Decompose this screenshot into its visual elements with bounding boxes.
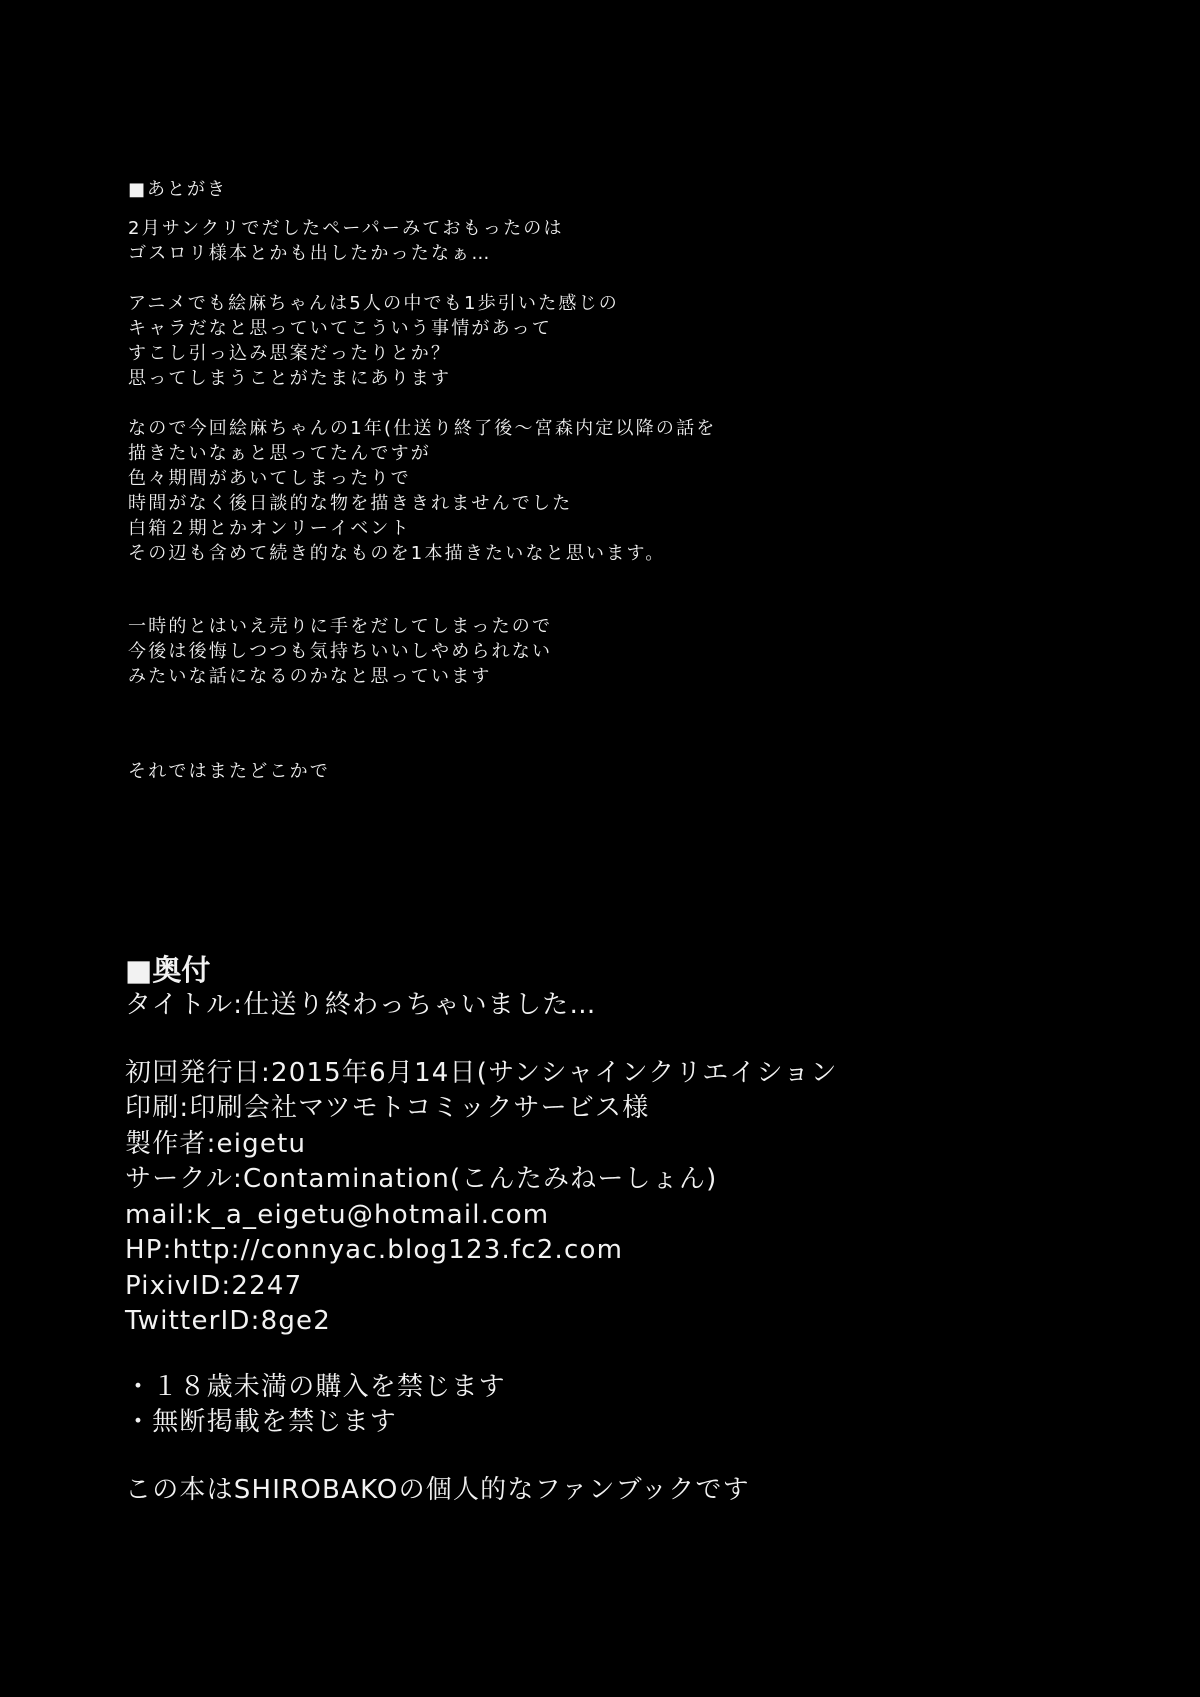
afterword-heading: ■あとがき — [128, 179, 228, 200]
colophon-info-line: サークル:Contamination(こんたみねーしょん) — [125, 1164, 718, 1194]
afterword-line: アニメでも絵麻ちゃんは5人の中でも1歩引いた感じの — [128, 293, 620, 314]
colophon-info-line: 初回発行日:2015年6月14日(サンシャインクリエイション — [125, 1057, 838, 1088]
colophon-info — [125, 1056, 1125, 1340]
colophon-notice: ・１８歳未満の購入を禁じます — [125, 1371, 506, 1402]
afterword-line: 思ってしまうことがたまにあります — [128, 368, 452, 389]
afterword-section — [128, 178, 1088, 784]
afterword-line: 今後は後悔しつつも気持ちいいしやめられない — [128, 641, 553, 662]
afterword-paragraph-2 — [128, 291, 1088, 391]
afterword-line: みたいな話になるのかなと思っています — [128, 666, 492, 687]
afterword-line: 色々期間があいてしまったりで — [128, 468, 411, 489]
afterword-line: キャラだなと思っていてこういう事情があって — [128, 318, 553, 339]
colophon-info-line: TwitterID:8ge2 — [125, 1306, 331, 1336]
afterword-line: 時間がなく後日談的な物を描ききれませんでした — [128, 493, 573, 514]
colophon-notice: ・無断掲載を禁じます — [125, 1407, 398, 1437]
colophon-heading: ■奥付 — [125, 953, 211, 987]
colophon-section — [125, 952, 1125, 1508]
colophon-info-line: HP:http://connyac.blog123.fc2.com — [125, 1235, 624, 1265]
afterword-line: すこし引っ込み思案だったりとか？ — [128, 343, 452, 364]
afterword-line: 一時的とはいえ売りに手をだしてしまったので — [128, 616, 553, 637]
colophon-info-line: mail:k_a_eigetu@hotmail.com — [125, 1199, 550, 1230]
afterword-line: それではまたどこかで — [128, 761, 330, 782]
colophon-footer: この本はSHIROBAKOの個人的なファンブックです — [125, 1474, 750, 1505]
afterword-line: 描きたいなぁと思ってたんですが — [128, 443, 431, 464]
afterword-line: なので今回絵麻ちゃんの1年(仕送り終了後〜宮森内定以降の話を — [128, 418, 717, 439]
afterword-line: 白箱２期とかオンリーイベント — [128, 518, 411, 539]
colophon-notices — [125, 1370, 1125, 1441]
afterword-closing — [128, 759, 1088, 784]
afterword-paragraph-4 — [128, 614, 1088, 689]
afterword-paragraph-1 — [128, 216, 1088, 266]
colophon-info-line: PixivID:2247 — [125, 1270, 303, 1301]
colophon-info-line: 製作者:eigetu — [125, 1128, 307, 1159]
afterword-line: 2月サンクリでだしたペーパーみておもったのは — [128, 218, 564, 239]
afterword-paragraph-3 — [128, 416, 1088, 566]
afterword-line: ゴスロリ様本とかも出したかったなぁ… — [128, 243, 492, 264]
afterword-line: その辺も含めて続き的なものを1本描きたいなと思います。 — [128, 543, 666, 564]
colophon-info-line: 印刷:印刷会社マツモトコミックサービス様 — [125, 1093, 650, 1123]
colophon-title: タイトル:仕送り終わっちゃいました… — [125, 990, 597, 1020]
